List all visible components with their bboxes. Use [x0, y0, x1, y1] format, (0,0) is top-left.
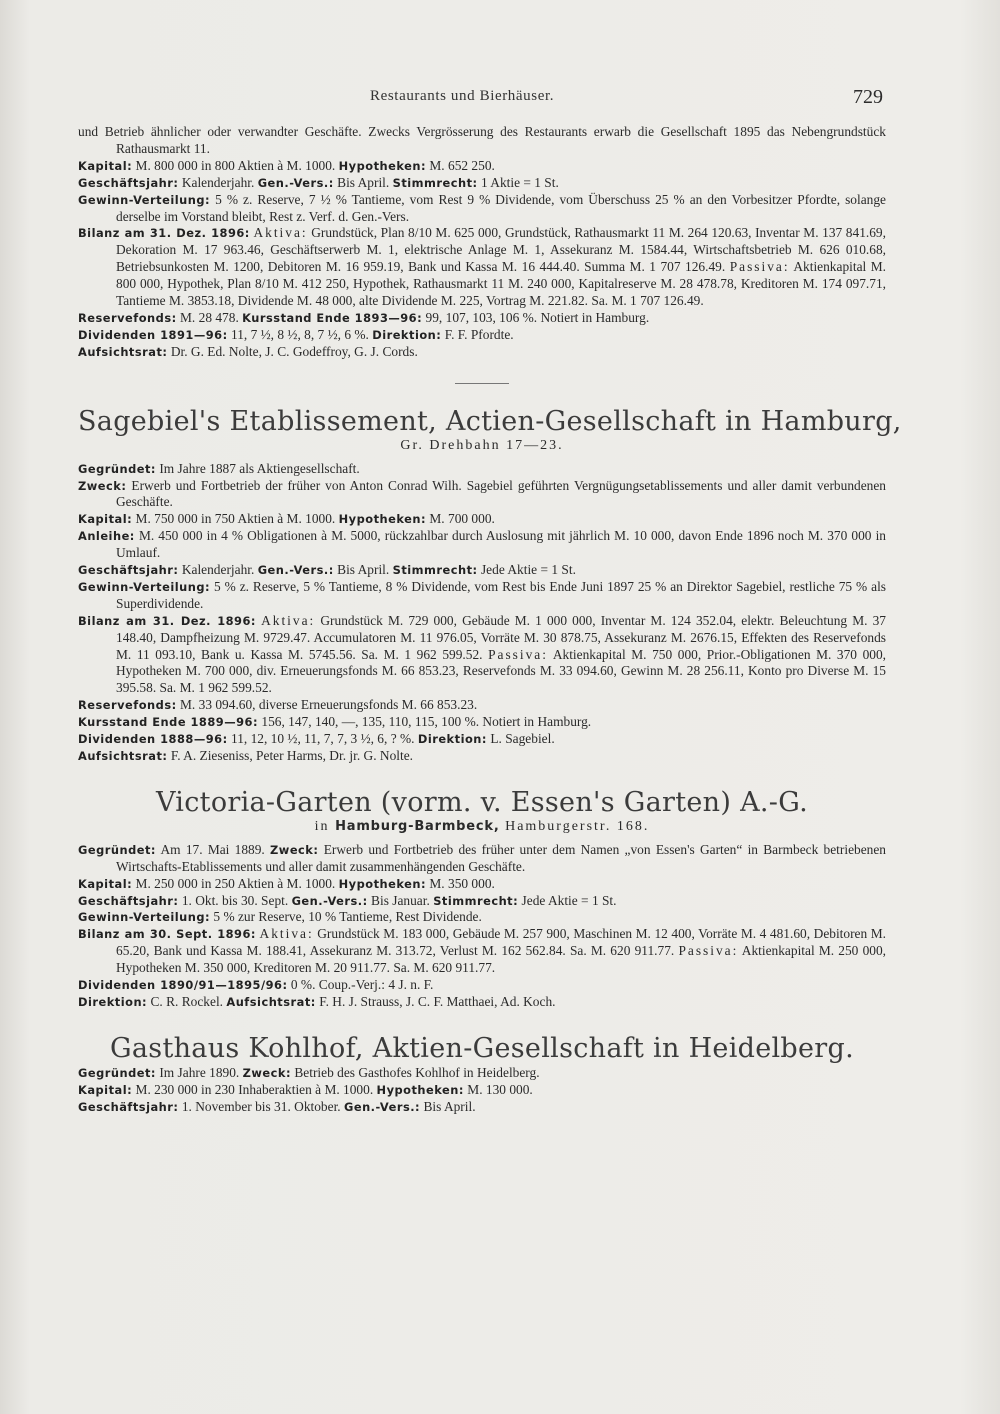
- entry-title: Gasthaus Kohlhof, Aktien-Gesellschaft in Heidelberg.: [110, 1032, 854, 1064]
- gewinn-paragraph: Gewinn-Verteilung: 5 % z. Reserve, 5 % Tantieme, 8 % Dividende, vom Rest bis Ende Juni 1897 25 % an Direktor Sagebiel, restliche 75 % als Superdividende.: [78, 578, 886, 611]
- entry-continued: [78, 124, 886, 361]
- kapital-paragraph: Kapital: M. 800 000 in 800 Aktien à M. 1000. Hypotheken: M. 652 250.: [78, 157, 495, 173]
- gegruendet-paragraph: Gegründet: Am 17. Mai 1889. Zweck: Erwerb und Fortbetrieb des früher unter dem Namen „von Essen's Garten“ in Barmbeck betriebenen Wirtschafts-Etablissements und aller damit zusammenhängenden Geschäfte.: [78, 841, 886, 874]
- running-head: Restaurants und Bierhäuser.: [370, 88, 555, 104]
- direktion-paragraph: Direktion: C. R. Rockel. Aufsichtsrat: F. H. J. Strauss, J. C. F. Matthaei, Ad. Koch.: [78, 993, 556, 1009]
- aufsichtsrat-paragraph: Aufsichtsrat: F. A. Zieseniss, Peter Harms, Dr. jr. G. Nolte.: [78, 748, 413, 763]
- geschaeftsjahr-paragraph: Geschäftsjahr: Kalenderjahr. Gen.-Vers.: Bis April. Stimmrecht: Jede Aktie = 1 St.: [78, 562, 576, 578]
- section-gap: [78, 765, 886, 783]
- anleihe-paragraph: Anleihe: M. 450 000 in 4 % Obligationen à M. 5000, rückzahlbar durch Auslosung mit jährlich M. 10 000, davon Ende 1896 noch M. 370 000 in Umlauf.: [78, 528, 886, 561]
- kursstand-paragraph: Kursstand Ende 1889—96: 156, 147, 140, —, 135, 110, 115, 100 %. Notiert in Hamburg.: [78, 714, 592, 730]
- reservefonds-paragraph: Reservefonds: M. 28 478. Kursstand Ende 1893—96: 99, 107, 103, 106 %. Notiert in Hamburg.: [78, 309, 650, 325]
- reservefonds-paragraph: Reservefonds: M. 33 094.60, diverse Erneuerungsfonds M. 66 853.23.: [78, 697, 478, 713]
- intro-paragraph: und Betrieb ähnlicher oder verwandter Geschäfte. Zwecks Vergrösserung des Restaurants erwarb die Gesellschaft 1895 das Nebengrundstück Rathausmarkt 11.: [78, 124, 886, 156]
- zweck-paragraph: Zweck: Erwerb und Fortbetrieb der früher von Anton Conrad Wilh. Sagebiel geführten Vergnügungsetablissements und aller damit verbundenen Geschäfte.: [78, 477, 886, 510]
- aufsichtsrat-paragraph: Aufsichtsrat: Dr. G. Ed. Nolte, J. C. Godeffroy, G. J. Cords.: [78, 343, 418, 359]
- gewinn-paragraph: Gewinn-Verteilung: 5 % z. Reserve, 7 ½ % Tantieme, vom Rest 9 % Dividende, vom Überschuss 25 % an den Vorbesitzer Pfordte, solange derselbe im Vorstand bleibt, Rest z. Verf. d. Gen.-Vers.: [78, 191, 886, 224]
- page-number: 729: [853, 86, 883, 108]
- entry-sagebiel: [78, 405, 902, 765]
- entry-title: Victoria-Garten (vorm. v. Essen's Garten) A.-G.: [155, 786, 808, 818]
- kapital-paragraph: Kapital: M. 750 000 in 750 Aktien à M. 1000. Hypotheken: M. 700 000.: [78, 511, 495, 527]
- dividenden-paragraph: Dividenden 1890/91—1895/96: 0 %. Coup.-Verj.: 4 J. n. F.: [78, 977, 434, 993]
- gegruendet-paragraph: Gegründet: Im Jahre 1890. Zweck: Betrieb des Gasthofes Kohlhof in Heidelberg.: [78, 1064, 540, 1080]
- entry-gasthaus-kohlhof: [78, 1033, 886, 1116]
- kapital-paragraph: Kapital: M. 230 000 in 230 Inhaberaktien à M. 1000. Hypotheken: M. 130 000.: [78, 1081, 533, 1097]
- entry-title: Sagebiel's Etablissement, Actien-Gesellschaft in Hamburg,: [78, 405, 902, 437]
- page-content: [78, 124, 902, 1116]
- section-gap: [78, 1011, 886, 1029]
- entry-victoria-garten: [78, 787, 886, 1011]
- geschaeftsjahr-paragraph: Geschäftsjahr: 1. Okt. bis 30. Sept. Gen.-Vers.: Bis Januar. Stimmrecht: Jede Aktie = 1 St.: [78, 892, 617, 908]
- gewinn-paragraph: Gewinn-Verteilung: 5 % zur Reserve, 10 % Tantieme, Rest Dividende.: [78, 909, 482, 925]
- dividenden-paragraph: Dividenden 1891—96: 11, 7 ½, 8 ½, 8, 7 ½, 6 %. Direktion: F. F. Pfordte.: [78, 326, 514, 342]
- gegruendet-paragraph: Gegründet: Im Jahre 1887 als Aktiengesellschaft.: [78, 460, 360, 476]
- geschaeftsjahr-paragraph: Geschäftsjahr: Kalenderjahr. Gen.-Vers.: Bis April. Stimmrecht: 1 Aktie = 1 St.: [78, 174, 559, 190]
- dividenden-paragraph: Dividenden 1888—96: 11, 12, 10 ½, 11, 7, 7, 3 ½, 6, ? %. Direktion: L. Sagebiel.: [78, 731, 555, 747]
- geschaeftsjahr-paragraph: Geschäftsjahr: 1. November bis 31. Oktober. Gen.-Vers.: Bis April.: [78, 1098, 476, 1114]
- section-divider: [455, 383, 509, 384]
- kapital-paragraph: Kapital: M. 250 000 in 250 Aktien à M. 1000. Hypotheken: M. 350 000.: [78, 875, 495, 891]
- entry-address: in Hamburg-Barmbeck, Hamburgerstr. 168.: [314, 818, 650, 834]
- page-header: [0, 88, 1000, 112]
- bilanz-paragraph: Bilanz am 31. Dez. 1896: Aktiva: Grundstück M. 729 000, Gebäude M. 1 000 000, Inventar M. 124 352.04, elektr. Beleuchtung M. 37 148.40, Dampfheizung M. 9729.47. Accumulatoren M. 11 976.05, Vorräte M. 30 878.75, Assekuranz M. 2676.15, Effekten des Reservefonds M. 11 093.10, Bank u. Kassa M. 5745.56. Sa. M. 1 962 599.52. Passiva: Aktienkapital M. 750 000, Prior.-Obligationen M. 370 000, Hypotheken M. 700 000, div. Erneuerungsfonds M. 66 853.23, Reservefonds M. 33 094.60, Gewinn M. 28 256.11, Konto pro Diverse M. 15 395.58. Sa. M. 1 962 599.52.: [78, 612, 886, 696]
- bilanz-paragraph: Bilanz am 31. Dez. 1896: Aktiva: Grundstück, Plan 8/10 M. 625 000, Grundstück, Rathausmarkt 11 M. 264 120.63, Inventar M. 137 841.69, Dekoration M. 17 963.46, Geschäftserwerb M. 1, elektrische Anlage M. 1, Assekuranz M. 1584.44, Wirtschaftsbetrieb M. 626 010.68, Betriebsunkosten M. 1200, Debitoren M. 16 959.19, Bank und Kassa M. 16 444.40. Summa M. 1 707 126.49. Passiva: Aktienkapital M. 800 000, Hypothek, Plan 8/10 M. 412 250, Hypothek, Rathausmarkt 11 M. 240 000, Kapitalreserve M. 28 478.78, Kreditoren M. 174 097.71, Tantieme M. 3853.18, Dividende M. 48 000, alte Dividende M. 225, Vortrag M. 221.82. Sa. M. 1 707 126.49.: [78, 225, 886, 309]
- entry-address: Gr. Drehbahn 17—23.: [400, 437, 564, 453]
- bilanz-paragraph: Bilanz am 30. Sept. 1896: Aktiva: Grundstück M. 183 000, Gebäude M. 257 900, Maschinen M. 12 400, Vorräte M. 4 481.60, Debitoren M. 65.20, Bank und Kassa M. 188.41, Assekuranz M. 313.72, Verlust M. 162 562.84. Sa. M. 620 911.77. Passiva: Aktienkapital M. 250 000, Hypotheken M. 350 000, Kreditoren M. 20 911.77. Sa. M. 620 911.77.: [78, 926, 886, 976]
